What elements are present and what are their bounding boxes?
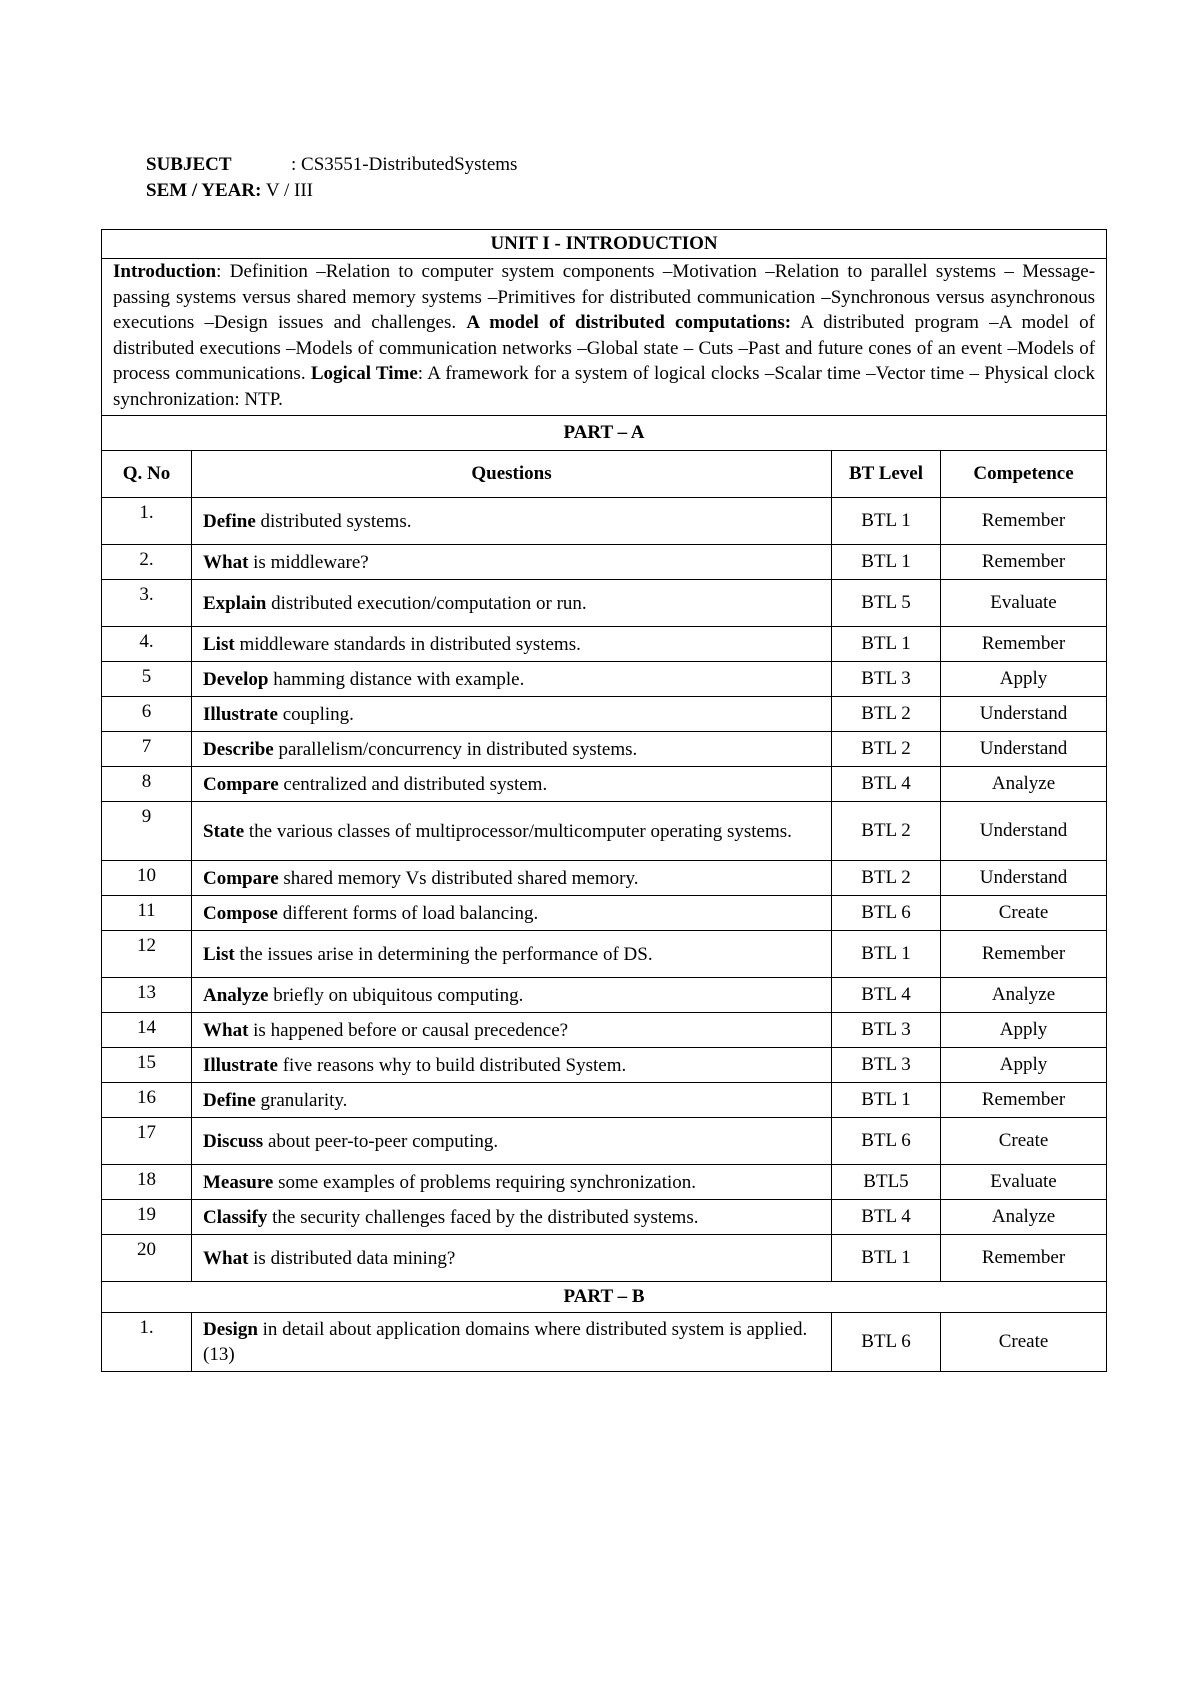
bt-level: BTL 1 (832, 1083, 941, 1118)
competence: Create (941, 1313, 1107, 1372)
question-text (192, 1313, 832, 1372)
question-keyword: Discuss (203, 1130, 264, 1152)
competence: Remember (941, 1083, 1107, 1118)
sem-year-line (146, 178, 517, 204)
part-a-title-row (102, 416, 1107, 451)
question-body: briefly on ubiquitous computing. (268, 984, 524, 1006)
question-keyword: List (203, 943, 235, 965)
competence: Remember (941, 627, 1107, 662)
question-body: five reasons why to build distributed System. (277, 1054, 627, 1076)
question-number: 8 (102, 767, 192, 802)
question-row (102, 767, 1107, 802)
question-keyword: Analyze (203, 984, 269, 1006)
question-row (102, 732, 1107, 767)
question-text (192, 1118, 832, 1165)
bt-level: BTL 1 (832, 1235, 941, 1282)
question-body: about peer-to-peer computing. (263, 1130, 499, 1152)
question-row (102, 697, 1107, 732)
question-number: 3. (102, 580, 192, 627)
subject-value: : CS3551-DistributedSystems (291, 154, 518, 175)
syllabus-row (102, 259, 1107, 416)
competence: Remember (941, 498, 1107, 545)
bt-level: BTL 1 (832, 627, 941, 662)
question-text (192, 1048, 832, 1083)
question-body: the various classes of multiprocessor/multicomputer operating systems. (244, 820, 792, 842)
bt-level: BTL 4 (832, 978, 941, 1013)
competence: Understand (941, 861, 1107, 896)
question-number: 13 (102, 978, 192, 1013)
question-number: 1. (102, 1313, 192, 1372)
question-text (192, 1083, 832, 1118)
question-text (192, 1013, 832, 1048)
column-header-row (102, 451, 1107, 498)
column-header-competence: Competence (941, 451, 1107, 498)
question-row (102, 1200, 1107, 1235)
competence: Understand (941, 802, 1107, 861)
question-number: 14 (102, 1013, 192, 1048)
competence: Analyze (941, 1200, 1107, 1235)
bt-level: BTL 2 (832, 802, 941, 861)
question-keyword: Explain (203, 592, 267, 614)
question-body: shared memory Vs distributed shared memory. (278, 867, 639, 889)
question-number: 4. (102, 627, 192, 662)
competence: Apply (941, 662, 1107, 697)
question-row (102, 1048, 1107, 1083)
question-number: 6 (102, 697, 192, 732)
competence: Analyze (941, 978, 1107, 1013)
question-body: different forms of load balancing. (277, 902, 539, 924)
question-body: in detail about application domains where distributed system is applied. (13) (203, 1319, 808, 1365)
question-text (192, 627, 832, 662)
question-keyword: Develop (203, 668, 269, 690)
question-row (102, 1313, 1107, 1372)
question-body: hamming distance with example. (268, 668, 525, 690)
question-text (192, 662, 832, 697)
question-bank-table (101, 229, 1107, 1372)
question-number: 1. (102, 498, 192, 545)
syllabus-topic-text: A distributed program –A model of distributed executions –Models of communication networks –Global state – Cuts –Past and future cones of an event –Models of process communications. (113, 312, 1096, 384)
question-text (192, 1235, 832, 1282)
question-body: the issues arise in determining the performance of DS. (234, 943, 653, 965)
bt-level: BTL 1 (832, 498, 941, 545)
question-row (102, 1118, 1107, 1165)
bt-level: BTL 6 (832, 1118, 941, 1165)
competence: Remember (941, 545, 1107, 580)
question-row (102, 802, 1107, 861)
competence: Understand (941, 732, 1107, 767)
question-body: is middleware? (248, 551, 369, 573)
bt-level: BTL 2 (832, 697, 941, 732)
question-keyword: Compose (203, 902, 278, 924)
question-keyword: What (203, 1247, 249, 1269)
document-header (146, 152, 517, 204)
question-row (102, 580, 1107, 627)
question-number: 18 (102, 1165, 192, 1200)
question-text (192, 1165, 832, 1200)
question-body: distributed execution/computation or run. (266, 592, 587, 614)
question-row (102, 861, 1107, 896)
bt-level: BTL 2 (832, 732, 941, 767)
unit-syllabus (102, 259, 1107, 416)
question-body: middleware standards in distributed systems. (234, 633, 581, 655)
question-body: parallelism/concurrency in distributed systems. (273, 738, 638, 760)
subject-label: SUBJECT (146, 154, 232, 175)
question-number: 17 (102, 1118, 192, 1165)
column-header-qno: Q. No (102, 451, 192, 498)
question-body: the security challenges faced by the distributed systems. (267, 1206, 699, 1228)
question-text (192, 861, 832, 896)
competence: Create (941, 1118, 1107, 1165)
bt-level: BTL 1 (832, 545, 941, 580)
question-number: 7 (102, 732, 192, 767)
question-row (102, 627, 1107, 662)
question-keyword: Classify (203, 1206, 268, 1228)
competence: Remember (941, 1235, 1107, 1282)
bt-level: BTL 5 (832, 580, 941, 627)
question-text (192, 802, 832, 861)
competence: Analyze (941, 767, 1107, 802)
question-keyword: Describe (203, 738, 274, 760)
bt-level: BTL 3 (832, 1013, 941, 1048)
syllabus-topic-text: : Definition –Relation to computer system components –Motivation –Relation to parallel systems – Message-passing systems versus shared memory systems –Primitives for distributed communication –Synchronous versus asynchronous executions –Design issues and challenges. (113, 261, 1096, 333)
question-body: is happened before or causal precedence? (248, 1019, 569, 1041)
question-row (102, 931, 1107, 978)
syllabus-topic-heading: Introduction (113, 261, 217, 282)
question-row (102, 1013, 1107, 1048)
question-text (192, 896, 832, 931)
question-row (102, 978, 1107, 1013)
column-header-bt-level: BT Level (832, 451, 941, 498)
syllabus-topic-heading: A model of distributed computations: (466, 312, 792, 333)
competence: Evaluate (941, 580, 1107, 627)
question-number: 9 (102, 802, 192, 861)
syllabus-topic-heading: Logical Time (310, 363, 418, 384)
question-row (102, 662, 1107, 697)
question-row (102, 1083, 1107, 1118)
unit-title-row (102, 230, 1107, 259)
question-number: 11 (102, 896, 192, 931)
question-text (192, 545, 832, 580)
bt-level: BTL 2 (832, 861, 941, 896)
part-a-title: PART – A (102, 416, 1107, 451)
question-body: granularity. (255, 1089, 348, 1111)
unit-title: UNIT I - INTRODUCTION (102, 230, 1107, 259)
question-number: 12 (102, 931, 192, 978)
sem-year-label: SEM / YEAR: (146, 180, 262, 201)
bt-level: BTL 3 (832, 662, 941, 697)
question-text (192, 580, 832, 627)
question-body: coupling. (277, 703, 354, 725)
question-text (192, 732, 832, 767)
question-keyword: Compare (203, 773, 279, 795)
question-row (102, 545, 1107, 580)
question-row (102, 498, 1107, 545)
question-text (192, 697, 832, 732)
question-keyword: Define (203, 1089, 256, 1111)
question-number: 15 (102, 1048, 192, 1083)
question-row (102, 1235, 1107, 1282)
syllabus-topic-text: : A framework for a system of logical clocks –Scalar time –Vector time – Physical clock synchronization: NTP. (113, 363, 1096, 410)
competence: Evaluate (941, 1165, 1107, 1200)
question-keyword: Illustrate (203, 1054, 278, 1076)
question-row (102, 896, 1107, 931)
question-text (192, 767, 832, 802)
bt-level: BTL 3 (832, 1048, 941, 1083)
bt-level: BTL 6 (832, 1313, 941, 1372)
question-body: some examples of problems requiring synchronization. (273, 1171, 697, 1193)
part-b-title: PART – B (102, 1282, 1107, 1313)
competence: Apply (941, 1013, 1107, 1048)
subject-line (146, 152, 517, 178)
question-keyword: List (203, 633, 235, 655)
bt-level: BTL 4 (832, 1200, 941, 1235)
question-number: 20 (102, 1235, 192, 1282)
bt-level: BTL 1 (832, 931, 941, 978)
competence: Apply (941, 1048, 1107, 1083)
bt-level: BTL5 (832, 1165, 941, 1200)
question-text (192, 931, 832, 978)
question-number: 10 (102, 861, 192, 896)
question-keyword: Illustrate (203, 703, 278, 725)
question-number: 5 (102, 662, 192, 697)
bt-level: BTL 6 (832, 896, 941, 931)
question-keyword: What (203, 1019, 249, 1041)
question-number: 16 (102, 1083, 192, 1118)
question-text (192, 498, 832, 545)
competence: Understand (941, 697, 1107, 732)
column-header-questions: Questions (192, 451, 832, 498)
question-row (102, 1165, 1107, 1200)
question-keyword: Measure (203, 1171, 274, 1193)
question-text (192, 978, 832, 1013)
question-keyword: Compare (203, 867, 279, 889)
question-number: 19 (102, 1200, 192, 1235)
bt-level: BTL 4 (832, 767, 941, 802)
question-body: is distributed data mining? (248, 1247, 456, 1269)
question-body: centralized and distributed system. (278, 773, 548, 795)
sem-year-value: V / III (265, 180, 313, 201)
question-text (192, 1200, 832, 1235)
question-keyword: State (203, 820, 245, 842)
competence: Remember (941, 931, 1107, 978)
question-keyword: Define (203, 510, 256, 532)
question-keyword: Design (203, 1319, 258, 1340)
question-number: 2. (102, 545, 192, 580)
part-b-title-row (102, 1282, 1107, 1313)
competence: Create (941, 896, 1107, 931)
question-keyword: What (203, 551, 249, 573)
question-body: distributed systems. (255, 510, 412, 532)
